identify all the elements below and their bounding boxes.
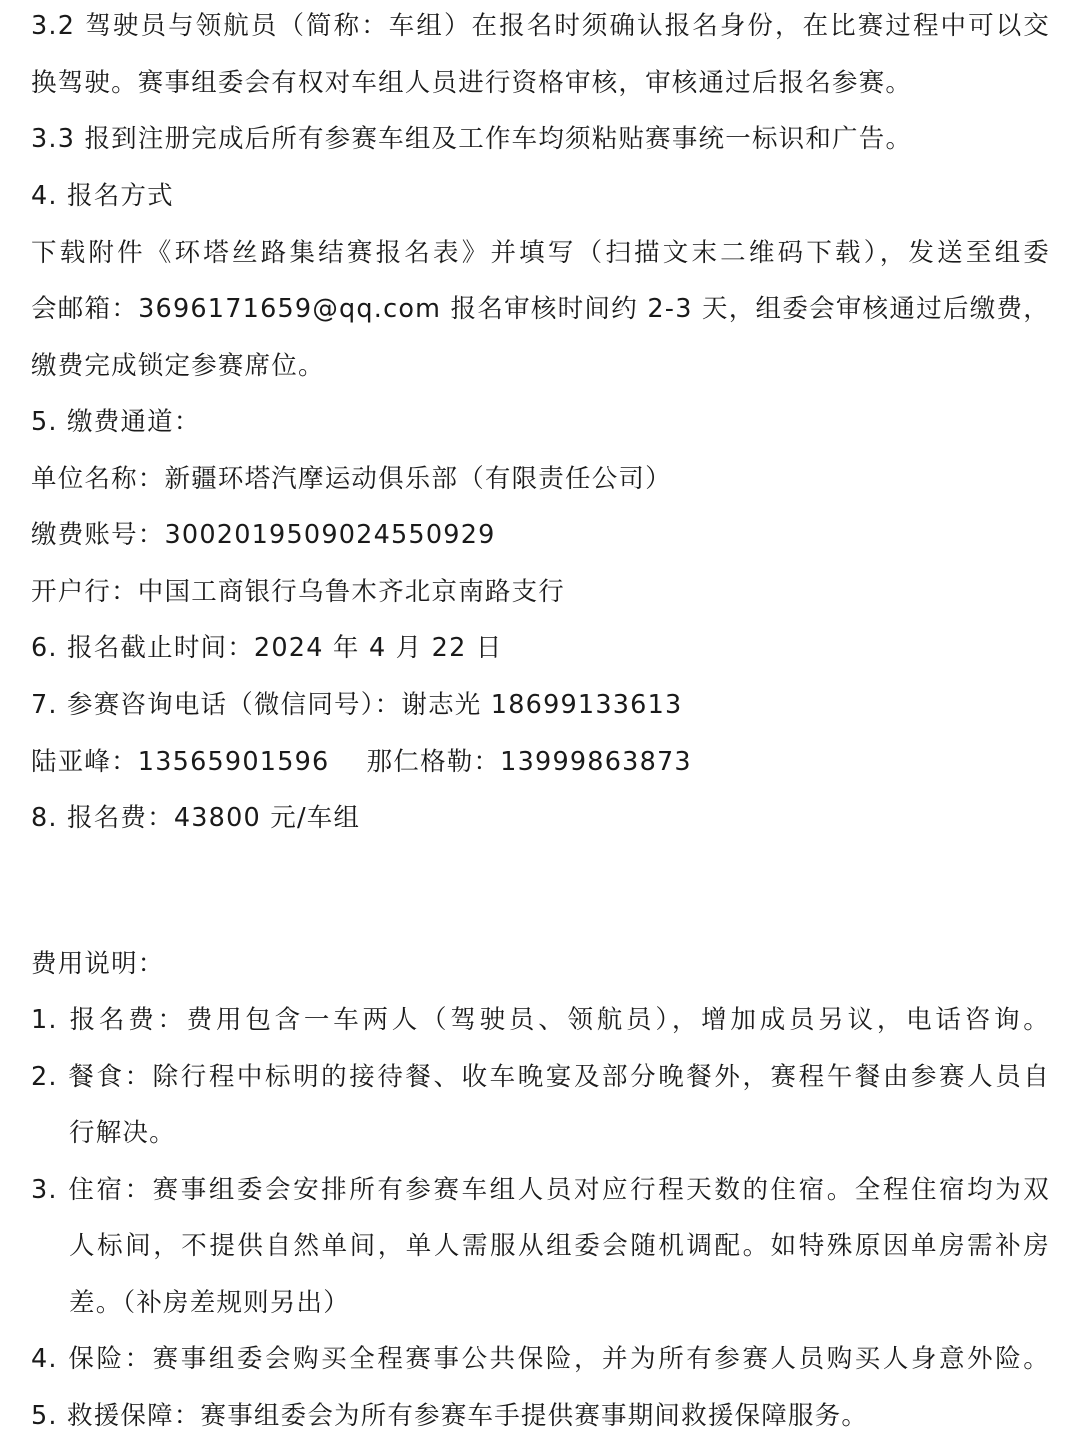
registration-deadline: 6. 报名截止时间：2024 年 4 月 22 日 (31, 633, 503, 663)
fee-note-2-line-1: 2. 餐食：除行程中标明的接待餐、收车晚宴及部分晚餐外，赛程午餐由参赛人员自 (31, 1062, 1050, 1092)
fee-note-3-line-2: 人标间，不提供自然单间，单人需服从组委会随机调配。如特殊原因单房需补房 (69, 1231, 1050, 1261)
item-3-3: 3.3 报到注册完成后所有参赛车组及工作车均须粘贴赛事统一标识和广告。 (31, 124, 913, 154)
payment-account: 缴费账号：3002019509024550929 (31, 520, 496, 550)
item-3-2-line-2: 换驾驶。赛事组委会有权对车组人员进行资格审核，审核通过后报名参赛。 (31, 68, 913, 98)
fee-note-2-line-2: 行解决。 (69, 1118, 176, 1148)
payee-name: 单位名称：新疆环塔汽摩运动俱乐部（有限责任公司） (31, 464, 672, 494)
fee-note-1: 1. 报名费：费用包含一车两人（驾驶员、领航员），增加成员另议，电话咨询。 (31, 1005, 1050, 1035)
fee-note-4: 4. 保险：赛事组委会购买全程赛事公共保险，并为所有参赛人员购买人身意外险。 (31, 1344, 1050, 1374)
section-4-text-line-2: 会邮箱：3696171659@qq.com 报名审核时间约 2-3 天，组委会审核通过后缴费， (31, 294, 1050, 324)
bank-name: 开户行：中国工商银行乌鲁木齐北京南路支行 (31, 577, 566, 607)
fee-note-3-line-1: 3. 住宿：赛事组委会安排所有参赛车组人员对应行程天数的住宿。全程住宿均为双 (31, 1175, 1050, 1205)
section-4-title: 4. 报名方式 (31, 181, 174, 211)
section-4-text-line-3: 缴费完成锁定参赛席位。 (31, 351, 325, 381)
fee-notes-title: 费用说明： (31, 949, 165, 979)
contact-line-2: 陆亚峰：13565901596 那仁格勒：13999863873 (31, 747, 692, 777)
fee-note-3-line-3: 差。（补房差规则另出） (69, 1288, 350, 1318)
contact-line-1: 7. 参赛咨询电话（微信同号）：谢志光 18699133613 (31, 690, 683, 720)
item-3-2-line-1: 3.2 驾驶员与领航员（简称：车组）在报名时须确认报名身份，在比赛过程中可以交 (31, 11, 1050, 41)
section-4-text-line-1: 下载附件《环塔丝路集结赛报名表》并填写（扫描文末二维码下载），发送至组委 (31, 238, 1050, 268)
registration-fee: 8. 报名费：43800 元/车组 (31, 803, 361, 833)
fee-note-5: 5. 救援保障：赛事组委会为所有参赛车手提供赛事期间救援保障服务。 (31, 1401, 869, 1431)
section-5-title: 5. 缴费通道： (31, 407, 201, 437)
